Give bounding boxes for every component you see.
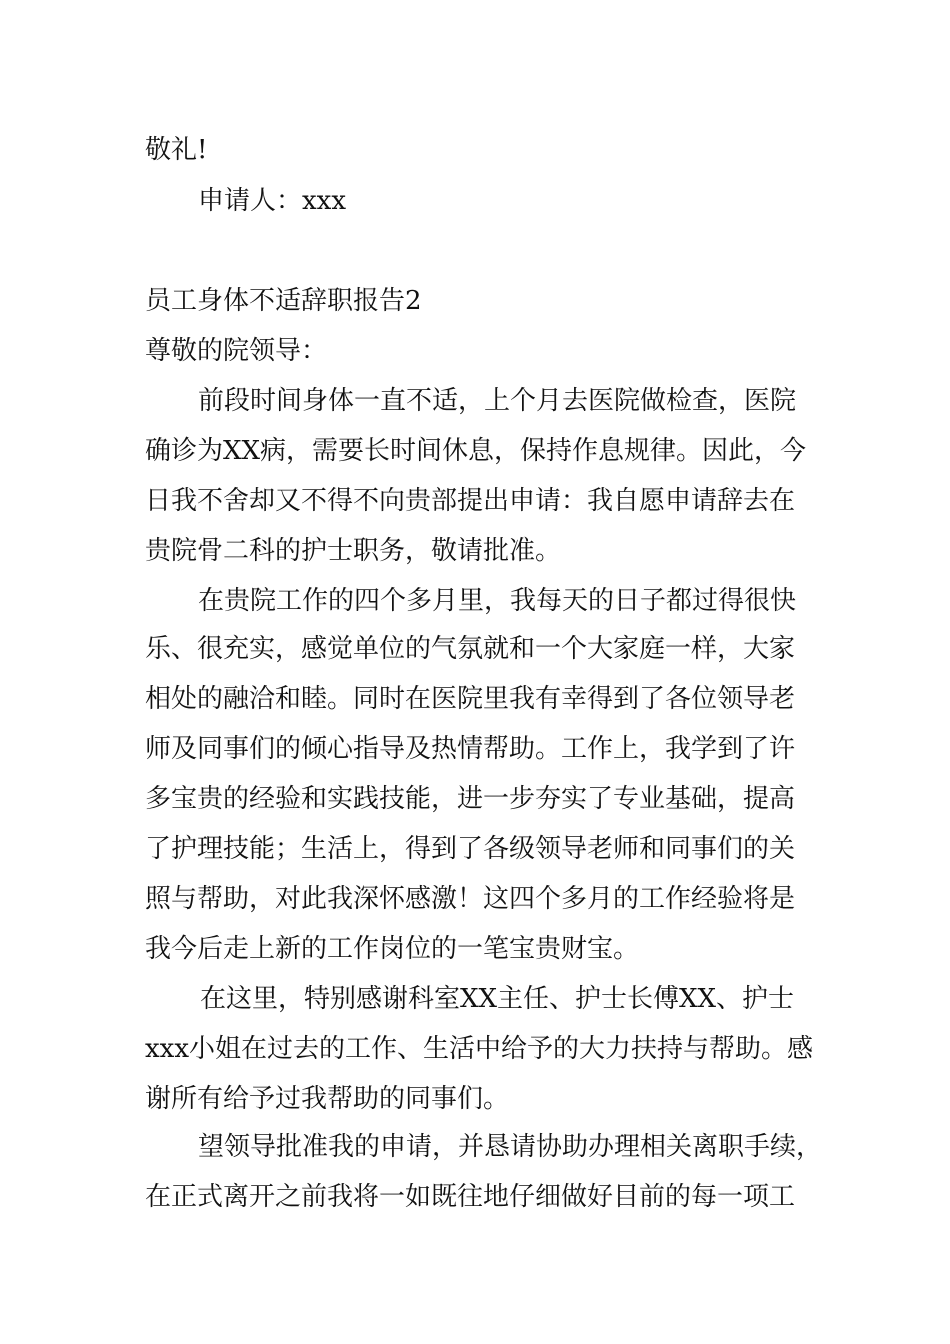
applicant-line: 申请人：xxx <box>198 186 346 216</box>
paragraph-2-line-7: 照与帮助，对此我深怀感激！这四个多月的工作经验将是 <box>145 884 796 914</box>
paragraph-2-line-2: 乐、很充实，感觉单位的气氛就和一个大家庭一样，大家 <box>145 634 796 664</box>
closing-text: 敬礼! <box>145 135 208 165</box>
paragraph-3-line-3: 谢所有给予过我帮助的同事们。 <box>145 1084 510 1114</box>
paragraph-2-line-4: 师及同事们的倾心指导及热情帮助。工作上，我学到了许 <box>145 734 796 764</box>
paragraph-4-line-2: 在正式离开之前我将一如既往地仔细做好目前的每一项工 <box>145 1182 796 1212</box>
paragraph-4-line-1: 望领导批准我的申请，并恳请协助办理相关离职手续， <box>198 1132 823 1162</box>
paragraph-2-line-6: 了护理技能；生活上，得到了各级领导老师和同事们的关 <box>145 834 796 864</box>
paragraph-1-line-4: 贵院骨二科的护士职务，敬请批准。 <box>145 536 562 566</box>
salutation: 尊敬的院领导： <box>145 336 328 366</box>
paragraph-3-line-2: xxx小姐在过去的工作、生活中给予的大力扶持与帮助。感 <box>145 1034 813 1064</box>
paragraph-1-line-2: 确诊为XX病，需要长时间休息，保持作息规律。因此，今 <box>145 436 807 466</box>
paragraph-1-line-3: 日我不舍却又不得不向贵部提出申请：我自愿申请辞去在 <box>145 486 796 516</box>
paragraph-2-line-3: 相处的融洽和睦。同时在医院里我有幸得到了各位领导老 <box>145 684 796 714</box>
report-title: 员工身体不适辞职报告2 <box>145 286 422 316</box>
paragraph-1-line-1: 前段时间身体一直不适，上个月去医院做检查，医院 <box>198 386 797 416</box>
paragraph-2-line-8: 我今后走上新的工作岗位的一笔宝贵财宝。 <box>145 934 640 964</box>
paragraph-2-line-5: 多宝贵的经验和实践技能，进一步夯实了专业基础，提高 <box>145 784 796 814</box>
paragraph-3-line-1: 在这里，特别感谢科室XX主任、护士长傅XX、护士 <box>200 984 795 1014</box>
paragraph-2-line-1: 在贵院工作的四个多月里，我每天的日子都过得很快 <box>198 586 797 616</box>
